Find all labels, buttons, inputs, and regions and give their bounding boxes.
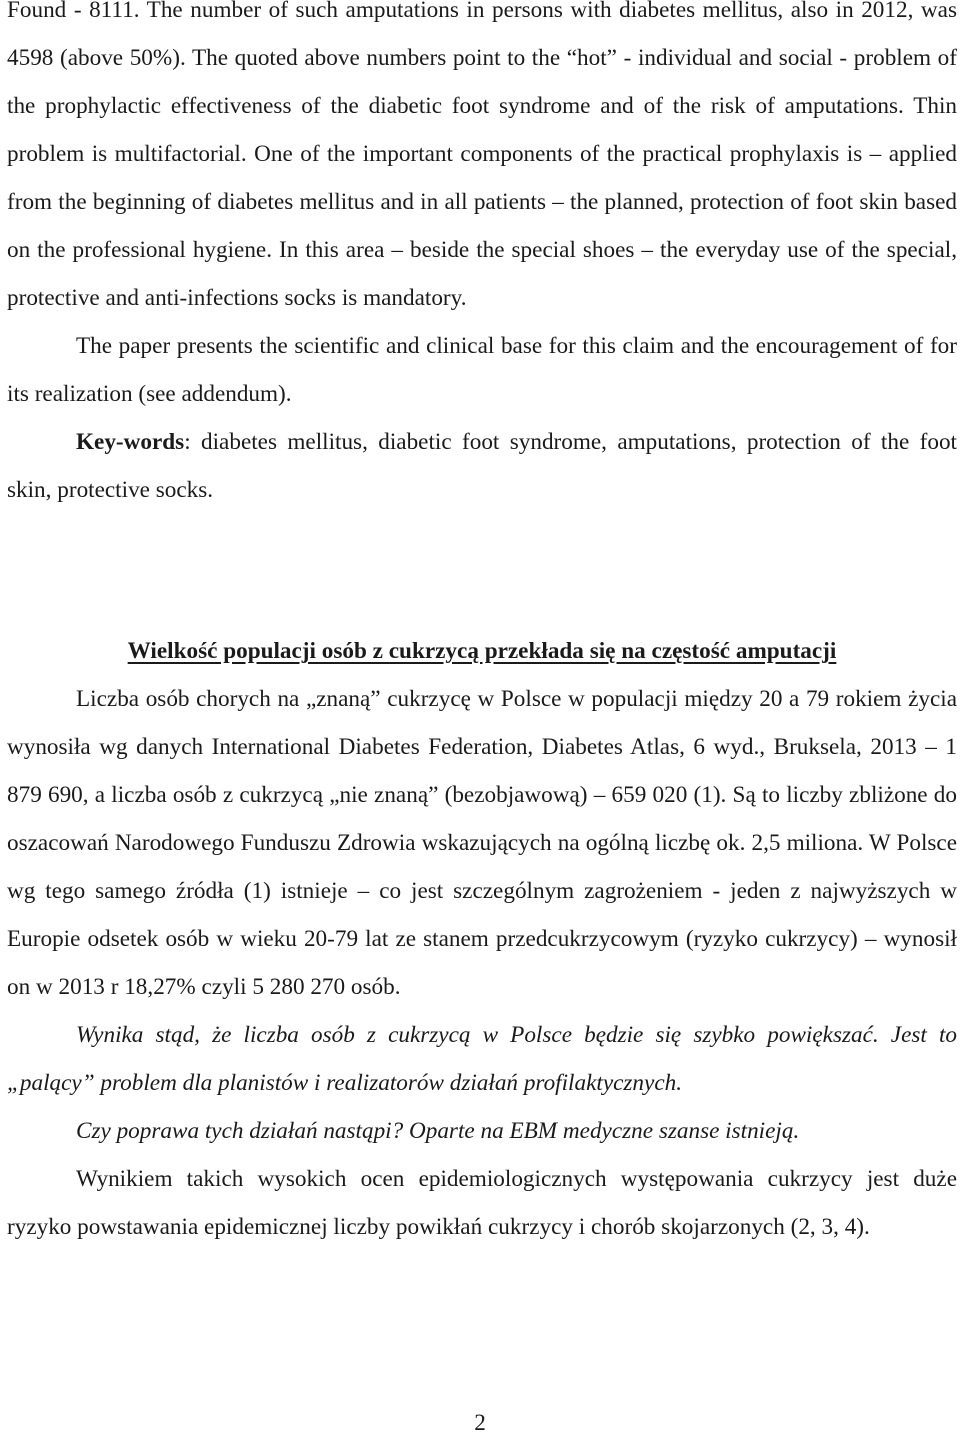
keywords-paragraph xyxy=(7,418,957,514)
abstract-paragraph: Found - 8111. The number of such amputations in persons with diabetes mellitus, also in 2012, was 4598 (above 50%). The quoted above numbers point to the “hot” - individual and social - problem of the prophylactic effectiveness of the diabetic foot syndrome and of the risk of amputations. Thin problem is multifactorial. One of the important components of the practical prophylaxis is – applied from the beginning of diabetes mellitus and in all patients – the planned, protection of foot skin based on the professional hygiene. In this area – beside the special shoes – the everyday use of the special, protective and anti-infections socks is mandatory. xyxy=(7,0,957,311)
abstract-conclusion-paragraph: The paper presents the scientific and clinical base for this claim and the encouragement of for its realization (see addendum). xyxy=(7,333,957,407)
page-number: 2 xyxy=(474,1410,486,1436)
section-spacer xyxy=(7,514,957,627)
body-paragraph-1: Liczba osób chorych na „znaną” cukrzycę w Polsce w populacji między 20 a 79 rokiem życia wynosiła wg danych International Diabetes Federation, Diabetes Atlas, 6 wyd., Bruksela, 2013 – 1 879 690, a liczba osób z cukrzycą „nie znaną” (bezobjawową) – 659 020 (1). Są to liczby zbliżone do oszacowań Narodowego Funduszu Zdrowia wskazujących na ogólną liczbę ok. 2,5 miliona. W Polsce wg tego samego źródła (1) istnieje – co jest szczególnym zagrożeniem - jeden z najwyższych w Europie odsetek osób w wieku 20-79 lat ze stanem przedcukrzycowym (ryzyko cukrzycy) – wynosił on w 2013 r 18,27% czyli 5 280 270 osób. xyxy=(7,686,957,1000)
keywords-text: : diabetes mellitus, diabetic foot syndrome, amputations, protection of the foot skin, protective socks. xyxy=(7,429,957,503)
keywords-label: Key-words xyxy=(76,429,185,455)
document-page xyxy=(7,0,957,1251)
body-paragraph-2: Wynika stąd, że liczba osób z cukrzycą w Polsce będzie się szybko powiększać. Jest to „palący” problem dla planistów i realizatorów działań profilaktycznych. xyxy=(7,1022,957,1096)
section-heading: Wielkość populacji osób z cukrzycą przekłada się na częstość amputacji xyxy=(127,638,837,664)
body-paragraph-4: Wynikiem takich wysokich ocen epidemiologicznych występowania cukrzycy jest duże ryzyko powstawania epidemicznej liczby powikłań cukrzycy i chorób skojarzonych (2, 3, 4). xyxy=(7,1166,957,1240)
body-paragraph-3: Czy poprawa tych działań nastąpi? Oparte na EBM medyczne szanse istnieją. xyxy=(76,1118,800,1144)
